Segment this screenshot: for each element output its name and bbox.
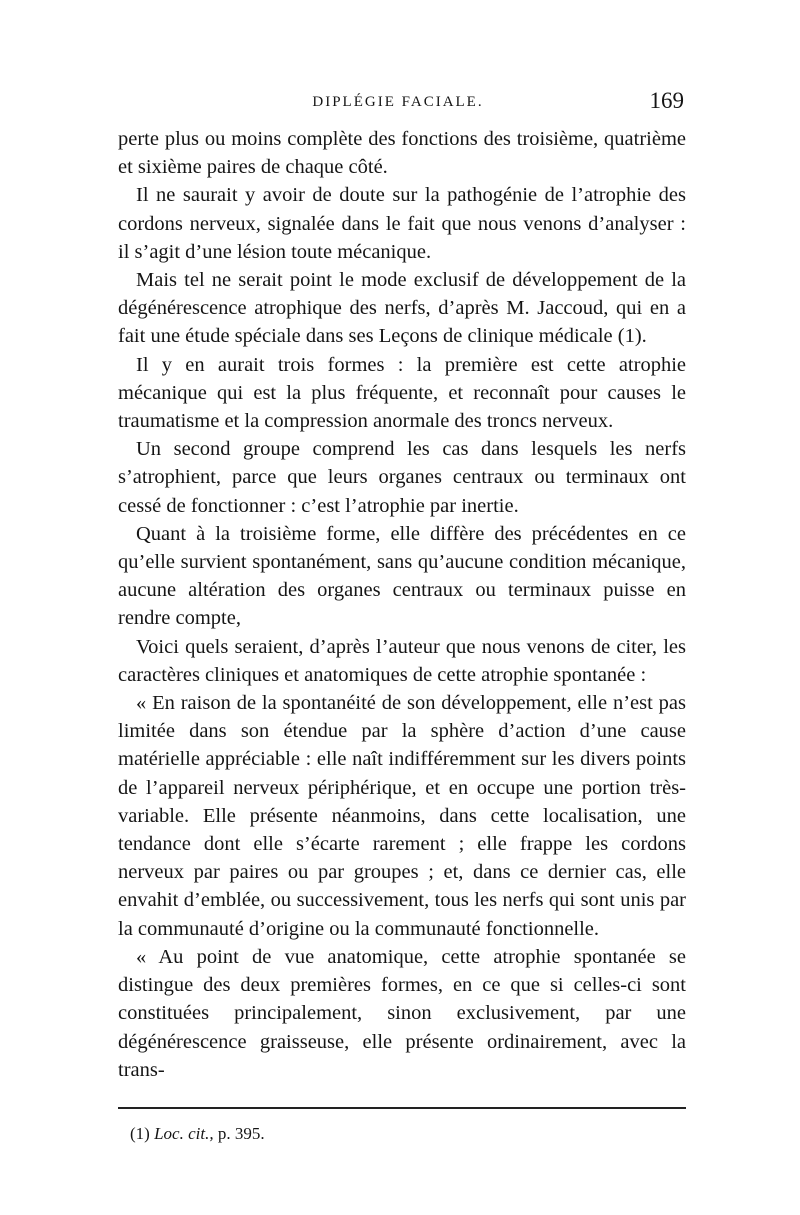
paragraph: Il y en aurait trois formes : la première est cette atrophie mécanique qui est la plus fréquente, et reconnaît pour causes le traumatisme et la compression anormale des troncs nerveux. bbox=[118, 353, 686, 433]
footnote-source: Loc. cit., bbox=[154, 1124, 214, 1143]
running-head bbox=[110, 88, 686, 118]
running-title: DIPLÉGIE FACIALE. bbox=[312, 94, 484, 110]
paragraph: Mais tel ne serait point le mode exclusif de développement de la dégénérescence atrophique des nerfs, d’après M. Jaccoud, qui en a fait une étude spéciale dans ses Leçons de clinique médicale (1). bbox=[118, 269, 686, 348]
page-number: 169 bbox=[649, 88, 684, 113]
footnote-divider bbox=[118, 1107, 686, 1109]
paragraph: Voici quels seraient, d’après l’auteur que nous venons de citer, les caractères cliniques et anatomiques de cette atrophie spontanée : bbox=[118, 635, 686, 686]
paragraph: Quant à la troisième forme, elle diffère des précédentes en ce qu’elle survient spontanément, sans qu’aucune condition mécanique, aucune altération des organes centraux ou terminaux puisse en rendre compte, bbox=[118, 522, 686, 630]
footnote bbox=[130, 1124, 265, 1144]
footnote-page: p. 395. bbox=[217, 1124, 265, 1143]
paragraph: Un second groupe comprend les cas dans lesquels les nerfs s’atrophient, parce que leurs organes centraux ou terminaux ont cessé de fonctionner : c’est l’atrophie par inertie. bbox=[118, 438, 686, 517]
body-text bbox=[118, 125, 686, 1084]
paragraph: perte plus ou moins complète des fonctions des troisième, quatrième et sixième paires de chaque côté. bbox=[118, 128, 686, 179]
footnote-marker: (1) bbox=[130, 1124, 150, 1143]
paragraph: « Au point de vue anatomique, cette atrophie spontanée se distingue des deux premières formes, en ce que si celles-ci sont constituées principalement, sinon exclusivement, par une dégénérescence graisseuse, elle présente ordinairement, avec la trans- bbox=[118, 945, 686, 1081]
paragraph: « En raison de la spontanéité de son développement, elle n’est pas limitée dans son étendue par la sphère d’action d’une cause matérielle appréciable : elle naît indifféremment sur les divers points de l’appareil nerveux périphérique, et en occupe une portion très-variable. Elle présente néanmoins, dans cette localisation, une tendance dont elle s’écarte rarement ; elle frappe les cordons nerveux par paires ou par groupes ; et, dans ce dernier cas, elle envahit d’emblée, ou successivement, tous les nerfs qui sont unis par la communauté d’origine ou la communauté fonctionnelle. bbox=[118, 692, 686, 940]
paragraph: Il ne saurait y avoir de doute sur la pathogénie de l’atrophie des cordons nerveux, signalée dans le fait que nous venons d’analyser : il s’agit d’une lésion toute mécanique. bbox=[118, 184, 686, 263]
